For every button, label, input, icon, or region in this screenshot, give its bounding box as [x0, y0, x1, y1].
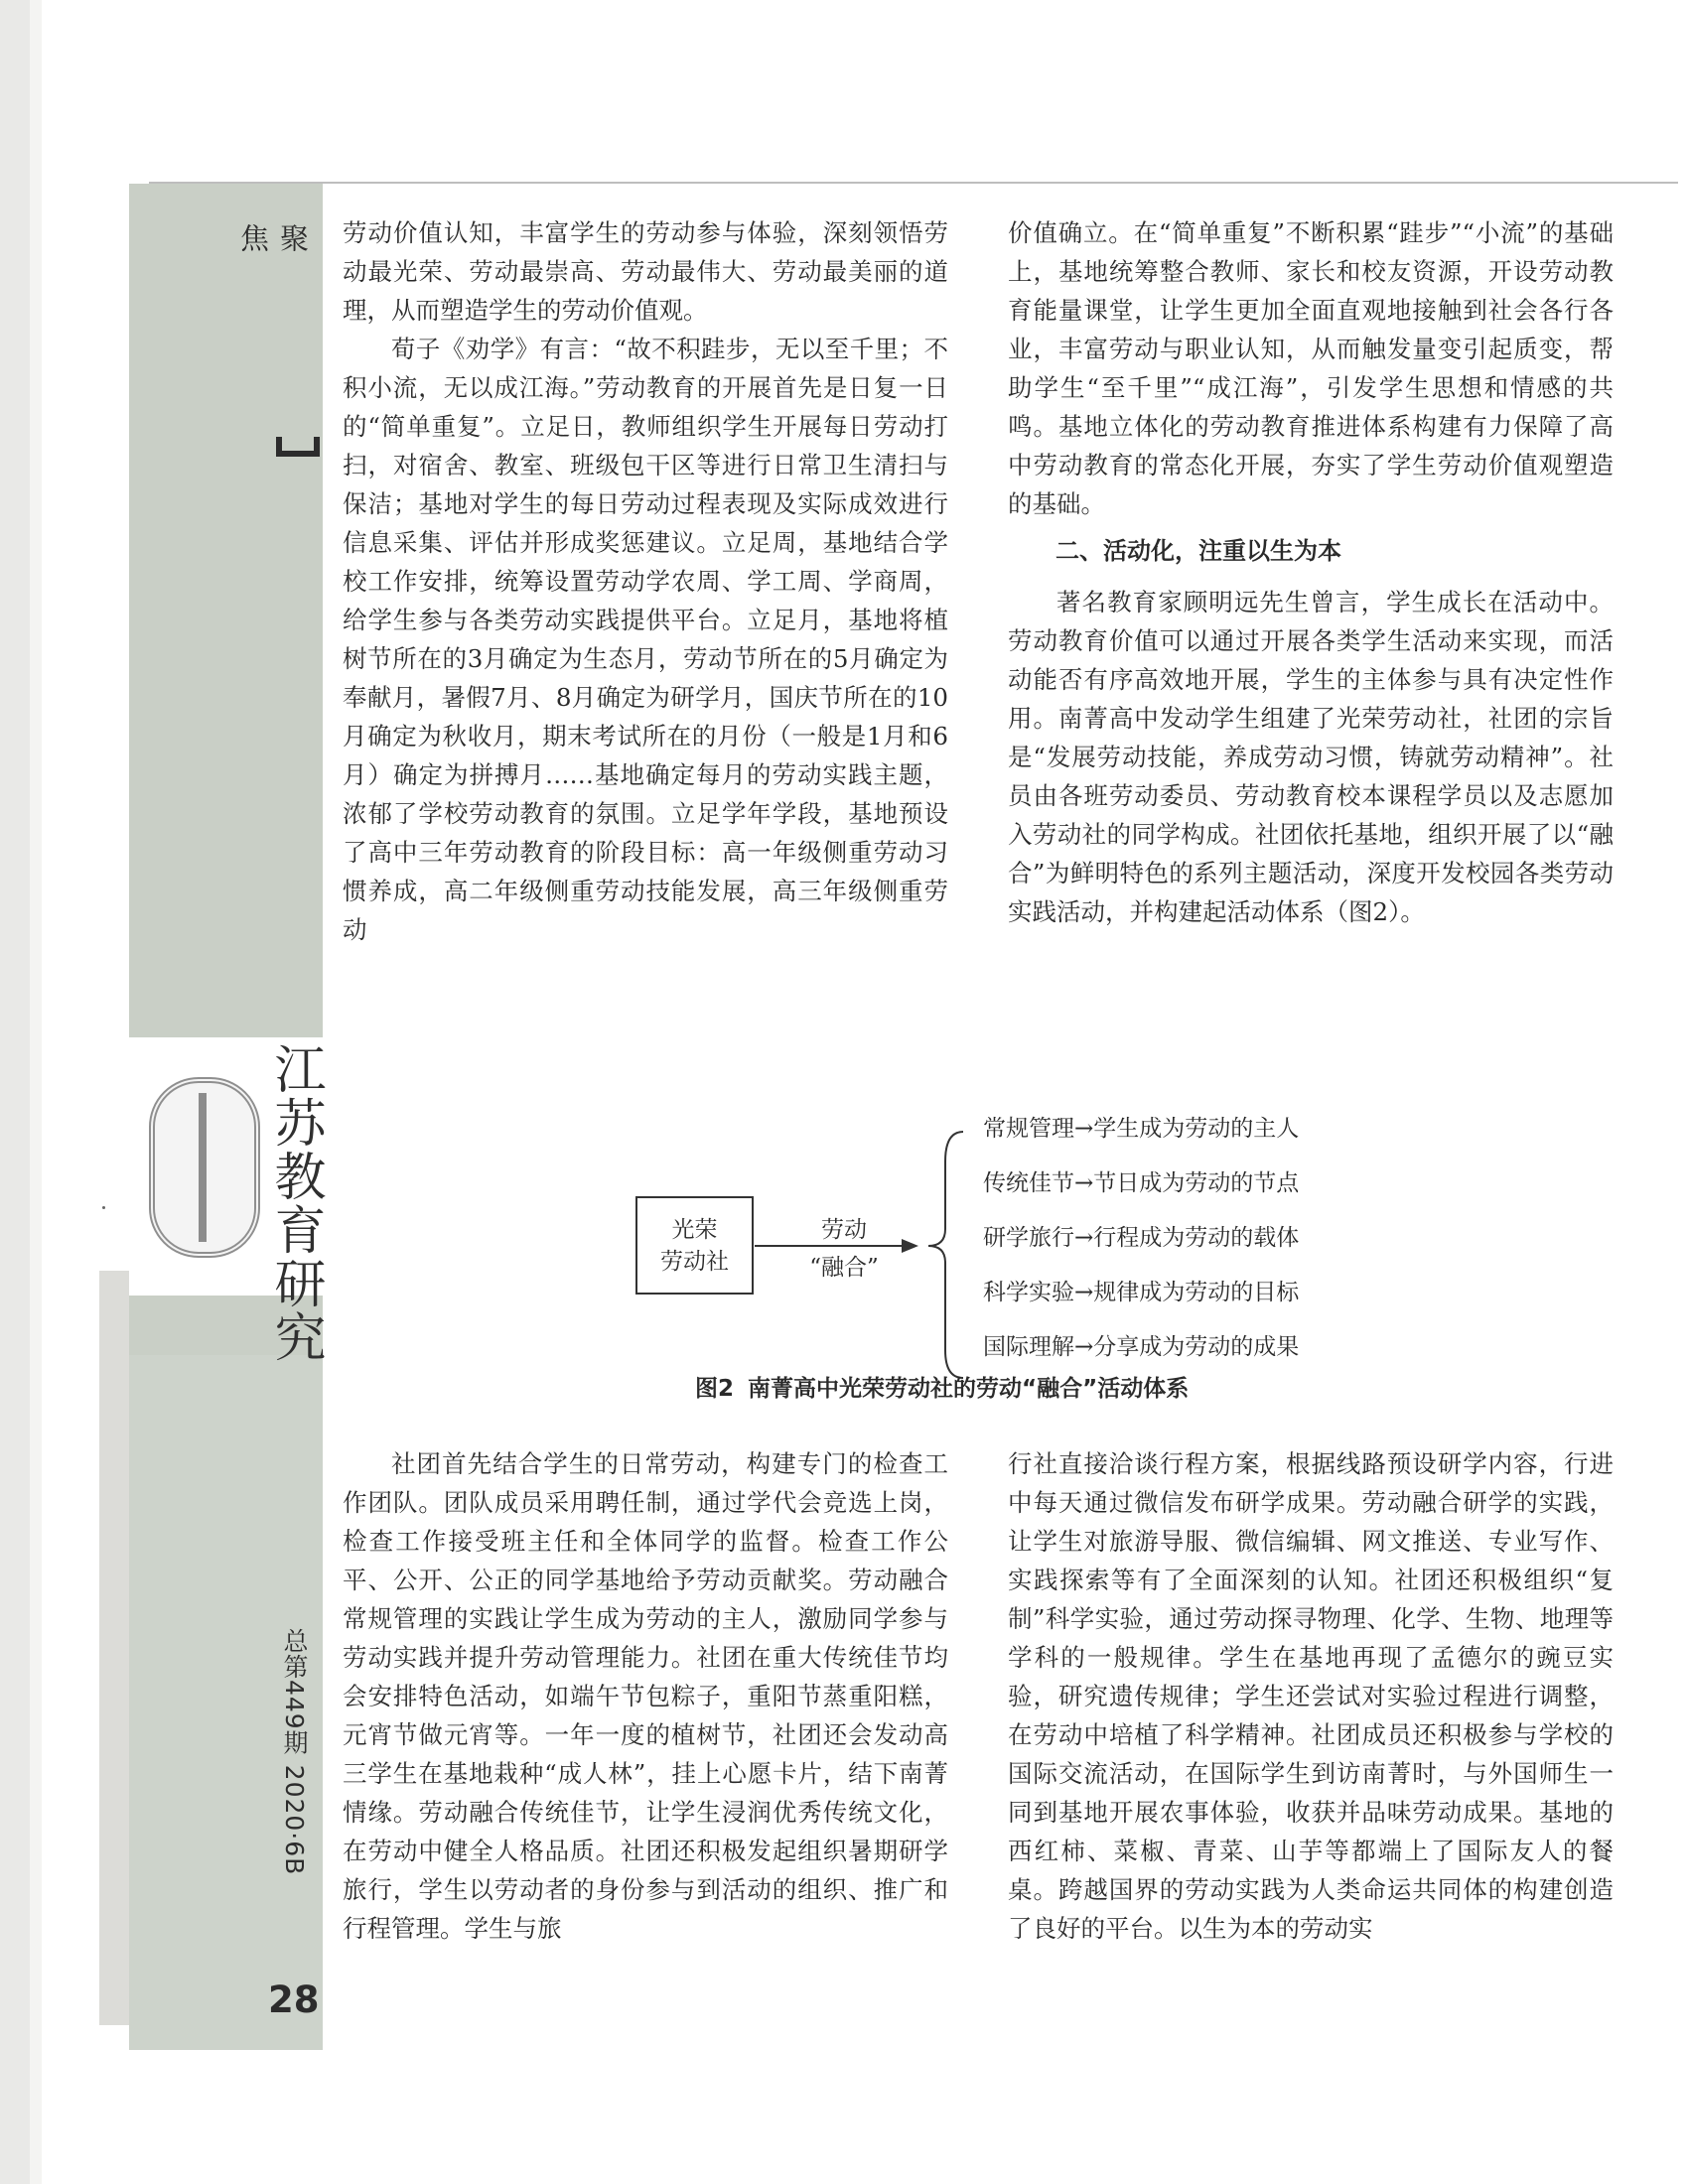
- page-stack-shadow: [99, 1271, 129, 2025]
- paragraph: 荀子《劝学》有言：“故不积跬步，无以至千里；不积小流，无以成江海。”劳动教育的开展首先是日复一日的“简单重复”。立足日，教师组织学生开展每日劳动打扫，对宿舍、教室、班级包干区等进行日常卫生清扫与保洁；基地对学生的每日劳动过程表现及实际成效进行信息采集、评估并形成奖惩建议。立足周，基地结合学校工作安排，统筹设置劳动学农周、学工周、学商周，给学生参与各类劳动实践提供平台。立足月，基地将植树节所在的3月确定为生态月，劳动节所在的5月确定为奉献月，暑假7月、8月确定为研学月，国庆节所在的10月确定为秋收月，期末考试所在的月份（一般是1月和6月）确定为拼搏月……基地确定每月的劳动实践主题，浓郁了学校劳动教育的氛围。立足学年学段，基地预设了高中三年劳动教育的阶段目标：高一年级侧重劳动习惯养成，高二年级侧重劳动技能发展，高三年级侧重劳动: [343, 335, 948, 944]
- right-column-top: [1008, 213, 1614, 931]
- paragraph: 著名教育家顾明远先生曾言，学生成长在活动中。劳动教育价值可以通过开展各类学生活动来实现，而活动能否有序高效地开展，学生的主体参与具有决定性作用。南菁高中发动学生组建了光荣劳动社，社团的宗旨是“发展劳动技能，养成劳动习惯，铸就劳动精神”。社员由各班劳动委员、劳动教育校本课程学员以及志愿加入劳动社的同学构成。社团依托基地，组织开展了以“融合”为鲜明特色的系列主题活动，深度开发校园各类劳动实践活动，并构建起活动体系（图2）。: [1008, 588, 1614, 926]
- page-stack-edge-inner: [30, 0, 42, 2184]
- figure-2: [635, 1102, 1390, 1400]
- paragraph: 社团首先结合学生的日常劳动，构建专门的检查工作团队。团队成员采用聘任制，通过学代会竞选上岗，检查工作接受班主任和全体同学的监督。检查工作公平、公开、公正的同学基地给予劳动贡献奖。劳动融合常规管理的实践让学生成为劳动的主人，激励同学参与劳动实践并提升劳动管理能力。社团在重大传统佳节均会安排特色活动，如端午节包粽子，重阳节蒸重阳糕，元宵节做元宵等。一年一度的植树节，社团还会发动高三学生在基地栽种“成人林”，挂上心愿卡片，结下南菁情缘。劳动融合传统佳节，让学生浸润优秀传统文化，在劳动中健全人格品质。社团还积极发起组织暑期研学旅行，学生以劳动者的身份参与到活动的组织、推广和行程管理。学生与旅: [343, 1449, 948, 1943]
- right-column-bottom: [1008, 1444, 1614, 1948]
- page-stack-edge: [0, 0, 30, 2184]
- paragraph: 劳动价值认知，丰富学生的劳动参与体验，深刻领悟劳动最光荣、劳动最崇高、劳动最伟大、劳动最美丽的道理，从而塑造学生的劳动价值观。: [343, 218, 948, 325]
- figure-caption: [695, 1370, 1370, 1403]
- figure-caption-number: 图2: [695, 1376, 735, 1402]
- figure-box: [635, 1196, 754, 1295]
- arrow-head-icon: [902, 1239, 918, 1253]
- left-column-top: [343, 213, 948, 949]
- figure-box-line2: 劳动社: [660, 1248, 729, 1275]
- figure-items: [983, 1102, 1400, 1375]
- section-label: [236, 223, 313, 253]
- journal-seal-icon: [149, 1077, 260, 1258]
- section-label-char-2: 焦: [236, 223, 270, 252]
- figure-item: 科学实验→规律成为劳动的目标: [983, 1280, 1300, 1305]
- paragraph: 行社直接洽谈行程方案，根据线路预设研学内容，行进中每天通过微信发布研学成果。劳动融合研学的实践，让学生对旅游导服、微信编辑、网文推送、专业写作、实践探索等有了全面深刻的认知。社团还积极组织“复制”科学实验，通过劳动探寻物理、化学、生物、地理等学科的一般规律。学生在基地再现了孟德尔的豌豆实验，研究遗传规律；学生还尝试对实验过程进行调整，在劳动中培植了科学精神。社团成员还积极参与学校的国际交流活动，在国际学生到访南菁时，与外国师生一同到基地开展农事体验，收获并品味劳动成果。基地的西红柿、菜椒、青菜、山芋等都端上了国际友人的餐桌。跨越国界的劳动实践为人类命运共同体的构建创造了良好的平台。以生为本的劳动实: [1008, 1449, 1614, 1943]
- figure-caption-text: 南菁高中光荣劳动社的劳动“融合”活动体系: [748, 1376, 1190, 1402]
- left-column-bottom: [343, 1444, 948, 1948]
- section-label-char-1: 聚: [276, 223, 310, 252]
- figure-item: 常规管理→学生成为劳动的主人: [983, 1116, 1300, 1142]
- journal-title: 江苏教育研究: [265, 1042, 325, 1364]
- issue-info: 总第449期 2020·6B: [280, 1628, 309, 1876]
- figure-item: 研学旅行→行程成为劳动的载体: [983, 1225, 1300, 1251]
- paragraph: 价值确立。在“简单重复”不断积累“跬步”“小流”的基础上，基地统筹整合教师、家长和校友资源，开设劳动教育能量课堂，让学生更加全面直观地接触到社会各行各业，丰富劳动与职业认知，从而触发量变引起质变，帮助学生“至千里”“成江海”，引发学生思想和情感的共鸣。基地立体化的劳动教育推进体系构建有力保障了高中劳动教育的常态化开展，夯实了学生劳动价值观塑造的基础。: [1008, 218, 1614, 518]
- figure-item: 传统佳节→节日成为劳动的节点: [983, 1170, 1300, 1196]
- section-marker-icon: [276, 437, 320, 457]
- arrow-label-top: 劳动: [821, 1217, 867, 1243]
- page-number: 28: [268, 1979, 320, 2021]
- arrow-label-bottom: “融合”: [809, 1255, 879, 1281]
- figure-box-line1: 光荣: [671, 1216, 718, 1243]
- figure-item: 国际理解→分享成为劳动的成果: [983, 1334, 1300, 1360]
- brace-icon: [928, 1132, 963, 1378]
- seal-stroke: [199, 1093, 207, 1242]
- scan-speck: [102, 1206, 105, 1209]
- section-heading: 二、活动化，注重以生为本: [1055, 537, 1341, 565]
- header-rule: [149, 182, 1678, 184]
